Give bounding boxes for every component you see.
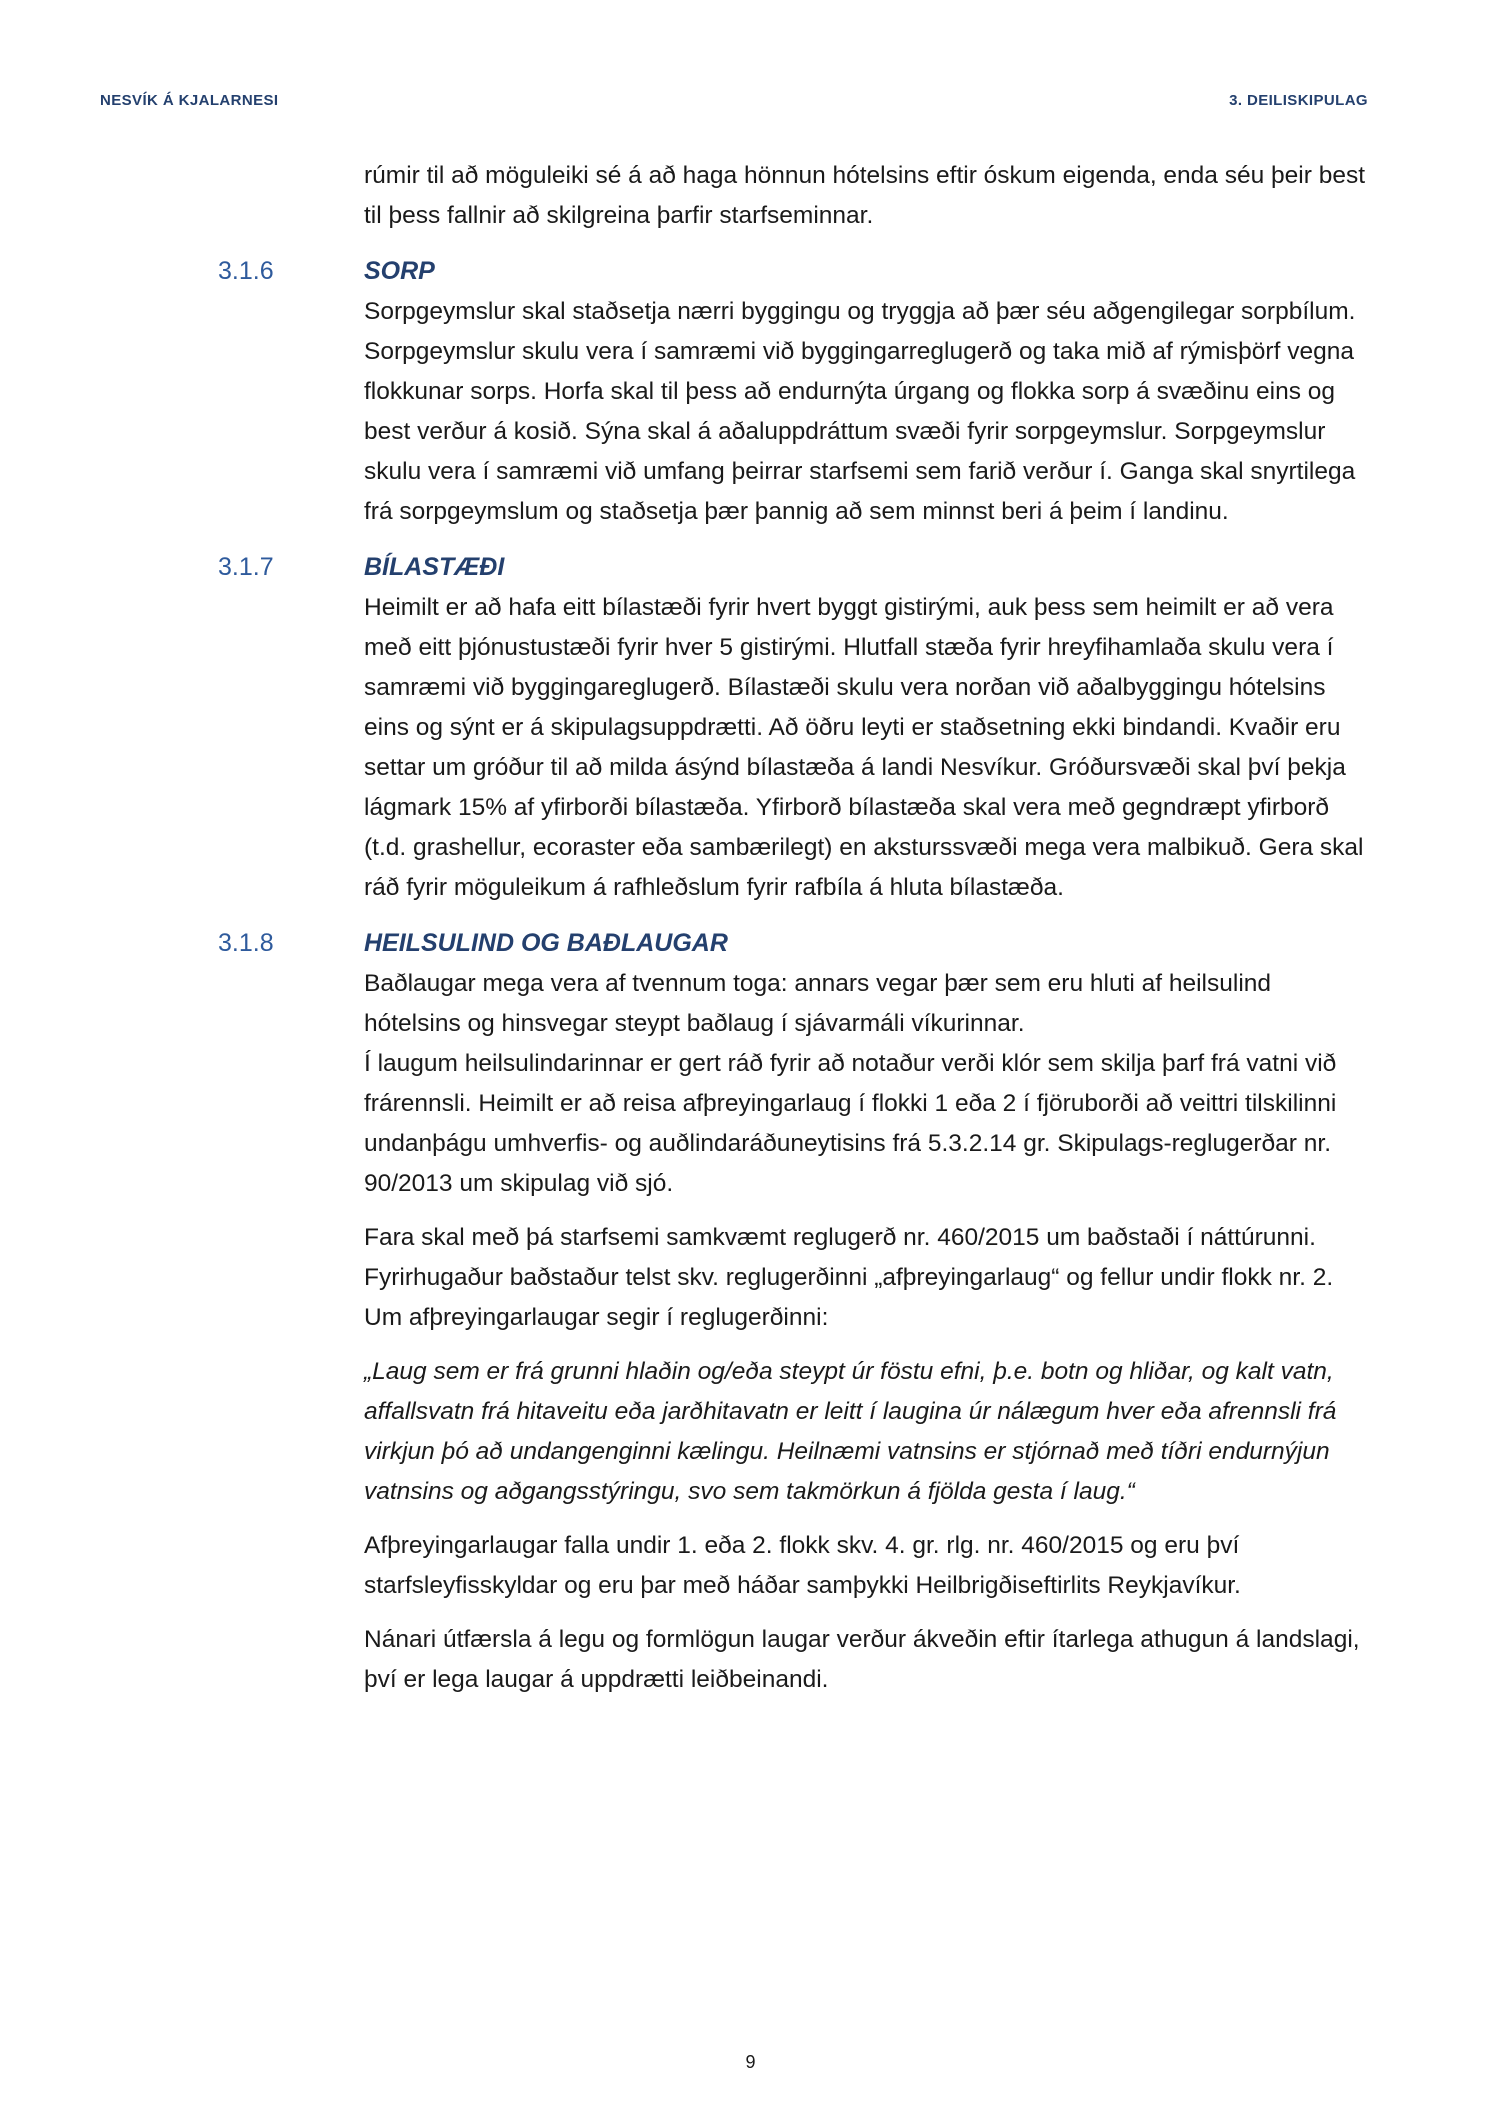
section-heading [0,546,1501,588]
header-chapter-title: 3. DEILISKIPULAG [1229,92,1368,109]
section-number: 3.1.6 [218,257,274,285]
section-bilastaedi [0,546,1501,908]
section-title: SORP [364,257,435,285]
section-paragraph: Heimilt er að hafa eitt bílastæði fyrir hvert byggt gistirými, auk þess sem heimilt er að vera með eitt þjónustustæði fyrir hver 5 gistirými. Hlutfall stæða fyrir hreyfihamlaða skulu vera í samræmi við byggingareglugerð. Bílastæði skulu vera norðan við aðalbyggingu hótelsins eins og sýnt er á skipulagsuppdrætti. Að öðru leyti er staðsetning ekki bindandi. Kvaðir eru settar um gróður til að milda ásýnd bílastæða á landi Nesvíkur. Gróðursvæði skal því þekja lágmark 15% af yfirborði bílastæða. Yfirborð bílastæða skal vera með gegndræpt yfirborð (t.d. grashellur, ecoraster eða sambærilegt) en aksturssvæði mega vera malbikuð. Gera skal ráð fyrir möguleikum á rafhleðslum fyrir rafbíla á hluta bílastæða. [364,594,1364,901]
page-content [0,156,1501,1714]
section-paragraph: Afþreyingarlaugar falla undir 1. eða 2. flokk skv. 4. gr. rlg. nr. 460/2015 og eru því starfsleyfisskyldar og eru þar með háðar samþykki Heilbrigðiseftirlits Reykjavíkur. [364,1532,1241,1599]
section-paragraph: Baðlaugar mega vera af tvennum toga: annars vegar þær sem eru hluti af heilsulind hótelsins og hinsvegar steypt baðlaug í sjávarmáli víkurinnar. [364,970,1272,1037]
running-header [100,92,1368,112]
section-paragraph: Í laugum heilsulindarinnar er gert ráð fyrir að notaður verði klór sem skilja þarf frá vatni við frárennsli. Heimilt er að reisa afþreyingarlaug í flokki 1 eða 2 í fjöruborði að veittri tilskilinni undanþágu umhverfis- og auðlindaráðuneytisins frá 5.3.2.14 gr. Skipulags-reglugerðar nr. 90/2013 um skipulag við sjó. [364,1050,1337,1197]
section-heilsulind [0,922,1501,1700]
section-number: 3.1.8 [218,929,274,957]
section-paragraph: Sorpgeymslur skal staðsetja nærri byggingu og tryggja að þær séu aðgengilegar sorpbílum. Sorpgeymslur skulu vera í samræmi við byggingarreglugerð og taka mið af rýmisþörf vegna flokkunar sorps. Horfa skal til þess að endurnýta úrgang og flokka sorp á svæðinu eins og best verður á kosið. Sýna skal á aðaluppdráttum svæði fyrir sorpgeymslur. Sorpgeymslur skulu vera í samræmi við umfang þeirrar starfsemi sem farið verður í. Ganga skal snyrtilega frá sorpgeymslum og staðsetja þær þannig að sem minnst beri á þeim í landinu. [364,298,1356,525]
section-title: HEILSULIND OG BAÐLAUGAR [364,929,728,957]
section-sorp [0,250,1501,532]
section-paragraph: Fara skal með þá starfsemi samkvæmt reglugerð nr. 460/2015 um baðstaði í náttúrunni. Fyrirhugaður baðstaður telst skv. reglugerðinni „afþreyingarlaug“ og fellur undir flokk nr. 2. Um afþreyingarlaugar segir í reglugerðinni: [364,1224,1334,1331]
section-number: 3.1.7 [218,553,274,581]
section-paragraph: Nánari útfærsla á legu og formlögun laugar verður ákveðin eftir ítarlega athugun á landslagi, því er lega laugar á uppdrætti leiðbeinandi. [364,1626,1360,1693]
page-number: 9 [745,2052,756,2072]
section-title: BÍLASTÆÐI [364,553,505,581]
regulation-quote: „Laug sem er frá grunni hlaðin og/eða steypt úr föstu efni, þ.e. botn og hliðar, og kalt vatn, affallsvatn frá hitaveitu eða jarðhitavatn er leitt í laugina úr nálægum hver eða afrennsli frá virkjun þó að undangenginni kælingu. Heilnæmi vatnsins er stjórnað með tíðri endurnýjun vatnsins og aðgangsstýringu, svo sem takmörkun á fjölda gesta í laug.“ [364,1358,1337,1505]
section-heading [0,250,1501,292]
section-heading [0,922,1501,964]
header-document-title: NESVÍK Á KJALARNESI [100,92,279,109]
intro-paragraph: rúmir til að möguleiki sé á að haga hönnun hótelsins eftir óskum eigenda, enda séu þeir best til þess fallnir að skilgreina þarfir starfseminnar. [364,162,1366,229]
